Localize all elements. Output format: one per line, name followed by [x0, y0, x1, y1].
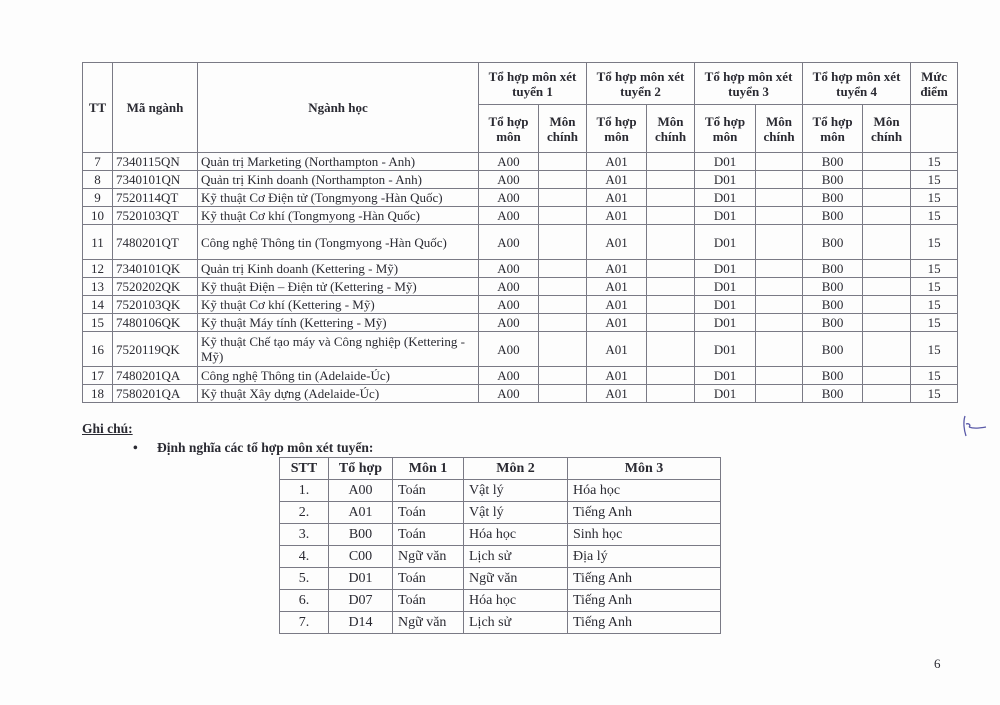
row-mon-chinh-3: [756, 367, 803, 385]
combination-definition-table: [279, 457, 721, 634]
row-muc-diem: 15: [911, 367, 958, 385]
def-stt: 3.: [280, 524, 329, 546]
row-muc-diem: 15: [911, 260, 958, 278]
row-to-hop-1: A00: [479, 332, 539, 367]
row-mon-chinh-4: [863, 260, 911, 278]
row-to-hop-4: B00: [803, 385, 863, 403]
row-to-hop-2: A01: [587, 225, 647, 260]
row-mon-chinh-3: [756, 207, 803, 225]
row-muc-diem: 15: [911, 332, 958, 367]
row-nganh-hoc: Công nghệ Thông tin (Tongmyong -Hàn Quốc): [198, 225, 479, 260]
def-header-mon-1: Môn 1: [393, 458, 464, 480]
row-muc-diem: 15: [911, 153, 958, 171]
row-to-hop-4: B00: [803, 296, 863, 314]
def-to-hop: D01: [329, 568, 393, 590]
def-stt: 7.: [280, 612, 329, 634]
row-to-hop-4: B00: [803, 225, 863, 260]
subheader-to-hop: Tổ hợp môn: [587, 105, 647, 153]
row-nganh-hoc: Kỹ thuật Điện – Điện tử (Kettering - Mỹ): [198, 278, 479, 296]
def-mon-3: Địa lý: [568, 546, 721, 568]
row-mon-chinh-1: [539, 296, 587, 314]
row-ma-nganh: 7580201QA: [113, 385, 198, 403]
def-mon-3: Hóa học: [568, 480, 721, 502]
row-to-hop-2: A01: [587, 278, 647, 296]
notes-title: Ghi chú:: [82, 421, 133, 436]
header-group-1: Tổ hợp môn xét tuyển 1: [479, 63, 587, 105]
row-mon-chinh-3: [756, 296, 803, 314]
row-to-hop-3: D01: [695, 153, 756, 171]
table-row: [83, 207, 958, 225]
def-mon-2: Lịch sử: [464, 546, 568, 568]
row-to-hop-4: B00: [803, 278, 863, 296]
signature-mark-icon: [960, 410, 990, 440]
table-row: [83, 260, 958, 278]
subheader-to-hop: Tổ hợp môn: [479, 105, 539, 153]
row-to-hop-3: D01: [695, 207, 756, 225]
row-to-hop-2: A01: [587, 332, 647, 367]
table-row: [280, 480, 721, 502]
def-to-hop: A01: [329, 502, 393, 524]
def-mon-1: Toán: [393, 590, 464, 612]
row-to-hop-3: D01: [695, 278, 756, 296]
row-to-hop-4: B00: [803, 153, 863, 171]
table-row: [280, 590, 721, 612]
row-to-hop-2: A01: [587, 367, 647, 385]
row-to-hop-2: A01: [587, 207, 647, 225]
row-mon-chinh-1: [539, 225, 587, 260]
row-tt: 8: [83, 171, 113, 189]
def-stt: 5.: [280, 568, 329, 590]
row-to-hop-4: B00: [803, 189, 863, 207]
table-row: [280, 612, 721, 634]
row-tt: 14: [83, 296, 113, 314]
row-to-hop-3: D01: [695, 332, 756, 367]
row-to-hop-3: D01: [695, 296, 756, 314]
table-row: [280, 524, 721, 546]
row-tt: 15: [83, 314, 113, 332]
row-tt: 9: [83, 189, 113, 207]
row-mon-chinh-3: [756, 171, 803, 189]
row-to-hop-1: A00: [479, 278, 539, 296]
bullet-icon: •: [133, 440, 138, 455]
def-stt: 2.: [280, 502, 329, 524]
def-mon-2: Hóa học: [464, 590, 568, 612]
subheader-blank: [911, 105, 958, 153]
row-mon-chinh-2: [647, 189, 695, 207]
row-mon-chinh-3: [756, 332, 803, 367]
row-muc-diem: 15: [911, 189, 958, 207]
row-nganh-hoc: Kỹ thuật Cơ khí (Tongmyong -Hàn Quốc): [198, 207, 479, 225]
row-mon-chinh-1: [539, 314, 587, 332]
row-muc-diem: 15: [911, 225, 958, 260]
admissions-table: [82, 62, 958, 403]
row-mon-chinh-1: [539, 332, 587, 367]
row-mon-chinh-3: [756, 314, 803, 332]
def-header-mon-2: Môn 2: [464, 458, 568, 480]
def-mon-3: Tiếng Anh: [568, 502, 721, 524]
row-nganh-hoc: Công nghệ Thông tin (Adelaide-Úc): [198, 367, 479, 385]
row-tt: 17: [83, 367, 113, 385]
row-to-hop-3: D01: [695, 225, 756, 260]
row-to-hop-2: A01: [587, 385, 647, 403]
row-mon-chinh-3: [756, 225, 803, 260]
row-tt: 13: [83, 278, 113, 296]
def-header-to-hop: Tổ hợp: [329, 458, 393, 480]
def-mon-2: Vật lý: [464, 480, 568, 502]
table-row: [83, 189, 958, 207]
def-mon-1: Ngữ văn: [393, 612, 464, 634]
row-nganh-hoc: Quản trị Marketing (Northampton - Anh): [198, 153, 479, 171]
row-to-hop-3: D01: [695, 260, 756, 278]
row-mon-chinh-4: [863, 189, 911, 207]
row-tt: 18: [83, 385, 113, 403]
row-to-hop-1: A00: [479, 314, 539, 332]
row-to-hop-3: D01: [695, 385, 756, 403]
def-mon-1: Ngữ văn: [393, 546, 464, 568]
row-mon-chinh-1: [539, 385, 587, 403]
row-muc-diem: 15: [911, 207, 958, 225]
row-to-hop-4: B00: [803, 367, 863, 385]
def-header-mon-3: Môn 3: [568, 458, 721, 480]
row-mon-chinh-1: [539, 278, 587, 296]
header-ma-nganh: Mã ngành: [113, 63, 198, 153]
row-tt: 12: [83, 260, 113, 278]
row-mon-chinh-1: [539, 260, 587, 278]
subheader-mon-chinh: Môn chính: [539, 105, 587, 153]
row-to-hop-4: B00: [803, 332, 863, 367]
row-mon-chinh-2: [647, 171, 695, 189]
table-row: [83, 171, 958, 189]
row-mon-chinh-4: [863, 332, 911, 367]
row-ma-nganh: 7520119QK: [113, 332, 198, 367]
row-muc-diem: 15: [911, 171, 958, 189]
row-mon-chinh-1: [539, 207, 587, 225]
table-row: [83, 153, 958, 171]
def-mon-3: Tiếng Anh: [568, 590, 721, 612]
row-mon-chinh-2: [647, 225, 695, 260]
page-number: 6: [934, 656, 941, 671]
row-mon-chinh-4: [863, 296, 911, 314]
row-to-hop-1: A00: [479, 225, 539, 260]
table-row: [83, 385, 958, 403]
row-to-hop-1: A00: [479, 260, 539, 278]
def-header-stt: STT: [280, 458, 329, 480]
def-mon-1: Toán: [393, 480, 464, 502]
row-to-hop-1: A00: [479, 171, 539, 189]
row-nganh-hoc: Kỹ thuật Cơ Điện tử (Tongmyong -Hàn Quốc): [198, 189, 479, 207]
row-mon-chinh-2: [647, 385, 695, 403]
row-muc-diem: 15: [911, 314, 958, 332]
row-mon-chinh-2: [647, 332, 695, 367]
row-ma-nganh: 7520103QK: [113, 296, 198, 314]
row-mon-chinh-4: [863, 314, 911, 332]
row-mon-chinh-3: [756, 189, 803, 207]
row-mon-chinh-1: [539, 367, 587, 385]
row-to-hop-2: A01: [587, 171, 647, 189]
header-group-4: Tổ hợp môn xét tuyển 4: [803, 63, 911, 105]
def-to-hop: B00: [329, 524, 393, 546]
row-tt: 7: [83, 153, 113, 171]
row-mon-chinh-3: [756, 260, 803, 278]
row-to-hop-4: B00: [803, 260, 863, 278]
header-tt: TT: [83, 63, 113, 153]
def-mon-2: Ngữ văn: [464, 568, 568, 590]
def-mon-3: Sinh học: [568, 524, 721, 546]
row-to-hop-3: D01: [695, 367, 756, 385]
row-nganh-hoc: Kỹ thuật Chế tạo máy và Công nghiệp (Kettering - Mỹ): [198, 332, 479, 367]
def-mon-1: Toán: [393, 524, 464, 546]
row-tt: 10: [83, 207, 113, 225]
row-ma-nganh: 7520202QK: [113, 278, 198, 296]
row-to-hop-2: A01: [587, 260, 647, 278]
row-to-hop-1: A00: [479, 296, 539, 314]
table-row: [83, 314, 958, 332]
row-to-hop-4: B00: [803, 314, 863, 332]
row-to-hop-3: D01: [695, 189, 756, 207]
row-muc-diem: 15: [911, 278, 958, 296]
row-to-hop-1: A00: [479, 153, 539, 171]
row-mon-chinh-2: [647, 260, 695, 278]
row-to-hop-3: D01: [695, 171, 756, 189]
subheader-to-hop: Tổ hợp môn: [803, 105, 863, 153]
row-muc-diem: 15: [911, 296, 958, 314]
row-mon-chinh-4: [863, 385, 911, 403]
table-row: [83, 367, 958, 385]
row-mon-chinh-1: [539, 171, 587, 189]
table-row: [83, 332, 958, 367]
row-mon-chinh-4: [863, 153, 911, 171]
row-to-hop-2: A01: [587, 189, 647, 207]
def-to-hop: C00: [329, 546, 393, 568]
row-mon-chinh-2: [647, 367, 695, 385]
row-to-hop-3: D01: [695, 314, 756, 332]
row-to-hop-1: A00: [479, 207, 539, 225]
header-nganh-hoc: Ngành học: [198, 63, 479, 153]
row-mon-chinh-2: [647, 314, 695, 332]
header-group-2: Tổ hợp môn xét tuyển 2: [587, 63, 695, 105]
row-mon-chinh-4: [863, 225, 911, 260]
def-stt: 4.: [280, 546, 329, 568]
row-mon-chinh-2: [647, 296, 695, 314]
notes-bullet: [133, 440, 373, 456]
def-mon-2: Lịch sử: [464, 612, 568, 634]
row-nganh-hoc: Quản trị Kinh doanh (Kettering - Mỹ): [198, 260, 479, 278]
row-tt: 11: [83, 225, 113, 260]
row-to-hop-4: B00: [803, 207, 863, 225]
def-mon-3: Tiếng Anh: [568, 612, 721, 634]
row-ma-nganh: 7520114QT: [113, 189, 198, 207]
def-stt: 6.: [280, 590, 329, 612]
row-ma-nganh: 7340101QK: [113, 260, 198, 278]
table-row: [83, 278, 958, 296]
row-mon-chinh-2: [647, 153, 695, 171]
row-nganh-hoc: Kỹ thuật Cơ khí (Kettering - Mỹ): [198, 296, 479, 314]
row-mon-chinh-2: [647, 278, 695, 296]
def-to-hop: A00: [329, 480, 393, 502]
subheader-to-hop: Tổ hợp môn: [695, 105, 756, 153]
row-nganh-hoc: Quản trị Kinh doanh (Northampton - Anh): [198, 171, 479, 189]
row-to-hop-2: A01: [587, 153, 647, 171]
def-mon-2: Vật lý: [464, 502, 568, 524]
row-ma-nganh: 7480201QA: [113, 367, 198, 385]
def-mon-3: Tiếng Anh: [568, 568, 721, 590]
row-to-hop-2: A01: [587, 314, 647, 332]
def-mon-1: Toán: [393, 568, 464, 590]
header-muc-diem: Mức điểm: [911, 63, 958, 105]
subheader-mon-chinh: Môn chính: [863, 105, 911, 153]
row-mon-chinh-3: [756, 278, 803, 296]
def-to-hop: D07: [329, 590, 393, 612]
row-nganh-hoc: Kỹ thuật Máy tính (Kettering - Mỹ): [198, 314, 479, 332]
row-muc-diem: 15: [911, 385, 958, 403]
table-row: [83, 296, 958, 314]
row-nganh-hoc: Kỹ thuật Xây dựng (Adelaide-Úc): [198, 385, 479, 403]
row-mon-chinh-3: [756, 385, 803, 403]
def-to-hop: D14: [329, 612, 393, 634]
row-tt: 16: [83, 332, 113, 367]
row-ma-nganh: 7340115QN: [113, 153, 198, 171]
row-mon-chinh-4: [863, 171, 911, 189]
row-mon-chinh-2: [647, 207, 695, 225]
row-mon-chinh-4: [863, 207, 911, 225]
def-mon-1: Toán: [393, 502, 464, 524]
def-mon-2: Hóa học: [464, 524, 568, 546]
notes-bullet-text: Định nghĩa các tổ hợp môn xét tuyển:: [157, 440, 374, 455]
row-to-hop-4: B00: [803, 171, 863, 189]
table-row: [83, 225, 958, 260]
row-ma-nganh: 7340101QN: [113, 171, 198, 189]
table-row: [280, 568, 721, 590]
row-mon-chinh-3: [756, 153, 803, 171]
row-mon-chinh-4: [863, 278, 911, 296]
row-ma-nganh: 7480201QT: [113, 225, 198, 260]
subheader-mon-chinh: Môn chính: [756, 105, 803, 153]
row-mon-chinh-4: [863, 367, 911, 385]
row-to-hop-2: A01: [587, 296, 647, 314]
row-to-hop-1: A00: [479, 189, 539, 207]
table-row: [280, 546, 721, 568]
row-ma-nganh: 7480106QK: [113, 314, 198, 332]
row-to-hop-1: A00: [479, 385, 539, 403]
subheader-mon-chinh: Môn chính: [647, 105, 695, 153]
header-group-3: Tổ hợp môn xét tuyển 3: [695, 63, 803, 105]
row-ma-nganh: 7520103QT: [113, 207, 198, 225]
def-stt: 1.: [280, 480, 329, 502]
row-to-hop-1: A00: [479, 367, 539, 385]
table-row: [280, 502, 721, 524]
row-mon-chinh-1: [539, 189, 587, 207]
row-mon-chinh-1: [539, 153, 587, 171]
